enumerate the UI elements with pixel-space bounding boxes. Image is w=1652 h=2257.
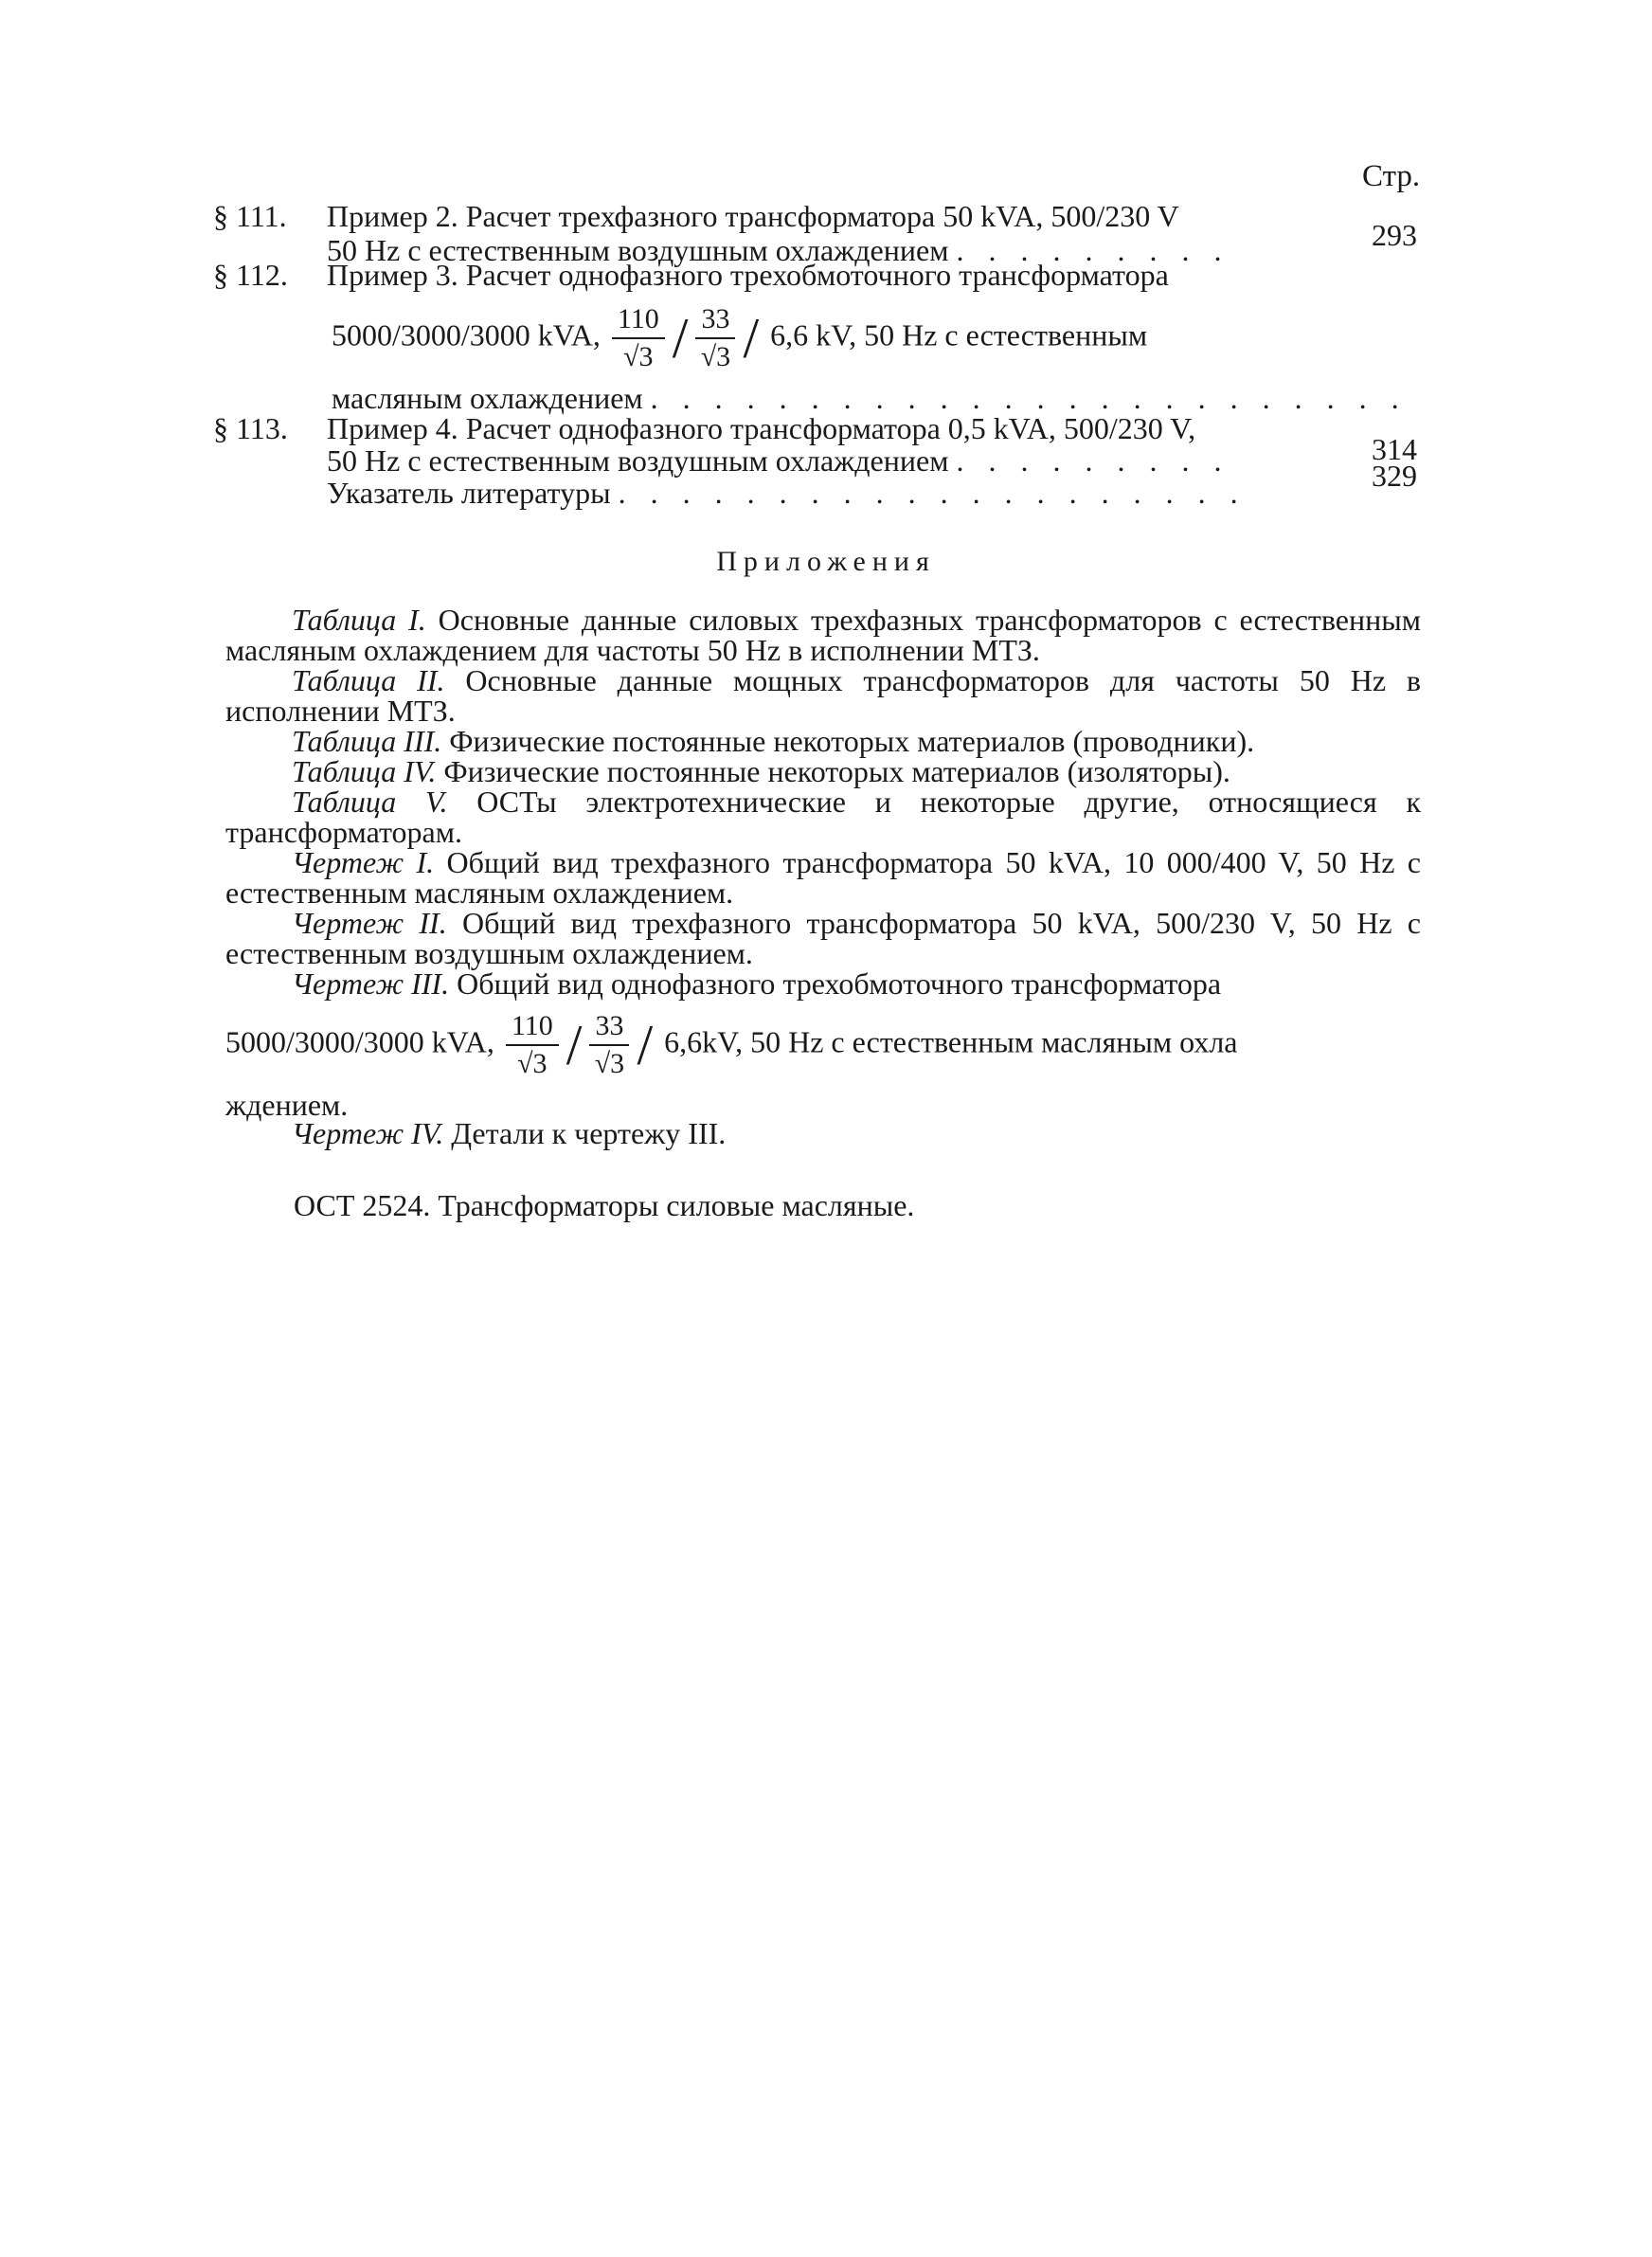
appendix-table-2 xyxy=(225,665,1421,726)
item-label: Чертеж I. xyxy=(292,845,435,879)
item-label: Таблица I. xyxy=(292,603,426,637)
item-text: Основные данные силовых трехфазных трансформаторов с естественным масляным охлаждением для частоты 50 Hz в исполнении МТЗ. xyxy=(225,603,1421,667)
item-label: Таблица II. xyxy=(292,663,445,697)
item-label: Таблица III. xyxy=(292,724,442,758)
appendix-drawing-4 xyxy=(225,1118,1421,1148)
drawing-3-formula: 5000/3000/3000 kVA, $\frac{110}{√3}$ / $\frac{33}{√3}$ / 6,6kV, 50 Hz с естественным масляным охла xyxy=(225,1008,1237,1082)
item-text: Физические постоянные некоторых материалов (проводники). xyxy=(449,724,1255,758)
leader-dots: . . . . . . . . . xyxy=(956,233,1230,267)
fraction: $\frac{33}{√3}$ xyxy=(589,1008,629,1082)
appendix-drawing-2 xyxy=(225,908,1421,968)
appendix-table-3 xyxy=(225,726,1421,756)
formula-prefix: 5000/3000/3000 kVA, xyxy=(332,317,601,352)
item-label: Чертеж IV. xyxy=(292,1116,444,1150)
fraction: $\frac{33}{√3}$ xyxy=(695,301,735,375)
leader-dots: . . . . . . . . . . . . . . . . . . . . xyxy=(618,476,1247,510)
appendix-drawing-3 xyxy=(225,968,1421,999)
toc-title: Пример 4. Расчет однофазного трансформатора 0,5 kVA, 500/230 V, xyxy=(327,411,1196,445)
item-text: Общий вид трехфазного трансформатора 50 kVA, 10 000/400 V, 50 Hz с естественным масляным охлаждением. xyxy=(225,845,1422,910)
leader-dots: . . . . . . . . . . . . . . . . . . . . . . . . xyxy=(650,381,1408,415)
item-text: Общий вид трехфазного трансформатора 50 kVA, 500/230 V, 50 Hz с естественным воздушным охлаждением. xyxy=(225,906,1421,970)
item-label: Таблица IV. xyxy=(292,754,437,788)
document-page: Стр. § 111. Пример 2. Расчет трехфазного трансформатора 50 kVA, 500/230 V 50 Hz с естественным воздушным охлаждением . . . . . . . . . 293 § 112. Пример 3. Расчет однофазного трехобмоточного трансформатора 5000/3000/3000 kVA, $\frac{110}{√3}$ / $\frac{33}{√3}$ / 6,6 kV, 50 Hz с естественным масляным охлаждением . . . . . . . . . . . . . . . . . . . . . . . . § 113. Пример 4. Расчет однофазного трансформатора 0,5 kVA, 500/230 V, 314 50 Hz с естественным воздушным охлаждением . . . . . . . . . 329 Указатель литературы . . . . . . . . . . . . . . . . . . . . Приложения Таблица I. Основные данные силовых трехфазных трансформаторов с естественным масляным охлаждением для частоты 50 Hz в исполнении МТЗ. Таблица II. Основные данные мощных трансформаторов для частоты 50 Hz в исполнении МТЗ. Таблица III. Физические постоянные некоторых материалов (проводники). Таблица IV. Физические постоянные некоторых материалов (изоляторы). Таблица V. ОСТы электротехнические и некоторые другие, относящиеся к трансформаторам. Чертеж I. Общий вид трехфазного трансформатора 50 kVA, 10 000/400 V, 50 Hz с естественным масляным охлаждением. Чертеж II. Общий вид трехфазного трансформатора 50 kVA, 500/230 V, 50 Hz с естественным воздушным охлаждением. Чертеж III. Общий вид однофазного трехобмоточного трансформатора 5000/3000/3000 kVA, $\frac{110}{√3}$ / $\frac{33}{√3}$ / 6,6kV, 50 Hz с естественным масляным охла ждением. Чертеж IV. Детали к чертежу III. ОСТ 2524. Трансформаторы силовые масляные. xyxy=(0,0,1652,2257)
drawing-3-continuation: ждением. xyxy=(225,1088,349,1122)
toc-title: Пример 2. Расчет трехфазного трансформатора 50 kVA, 500/230 V xyxy=(327,199,1179,233)
item-text: Физические постоянные некоторых материалов (изоляторы). xyxy=(443,754,1230,788)
item-label: Таблица V. xyxy=(292,785,448,819)
fraction: $\frac{110}{√3}$ xyxy=(506,1008,559,1082)
leader-dots: . . . . . . . . . xyxy=(956,443,1230,478)
toc-page-number: 329 xyxy=(1372,459,1417,493)
appendix-table-5 xyxy=(225,786,1421,847)
appendix-table-4 xyxy=(225,756,1421,786)
appendix-heading: Приложения xyxy=(716,546,936,577)
toc-page-number: 293 xyxy=(1372,218,1417,252)
toc-title-cont: 50 Hz с естественным воздушным охлаждением xyxy=(327,443,949,478)
fraction: $\frac{110}{√3}$ xyxy=(612,301,665,375)
item-label: Чертеж II. xyxy=(292,906,447,940)
toc-number: § 112. xyxy=(213,258,288,292)
item-text: Основные данные мощных трансформаторов для частоты 50 Hz в исполнении МТЗ. xyxy=(225,663,1422,728)
toc-number: § 111. xyxy=(213,199,287,233)
appendix-table-1 xyxy=(225,605,1421,665)
appendix-drawing-1 xyxy=(225,847,1421,908)
item-label: Чертеж III. xyxy=(292,966,450,1001)
formula-prefix: 5000/3000/3000 kVA, xyxy=(225,1024,494,1059)
item-text: ОСТы электротехнические и некоторые другие, относящиеся к трансформаторам. xyxy=(225,785,1422,849)
formula-suffix: 6,6kV, 50 Hz с естественным масляным охла xyxy=(664,1024,1238,1059)
item-text: Детали к чертежу III. xyxy=(451,1116,727,1150)
page-column-label: Стр. xyxy=(1362,159,1421,193)
ost-reference: ОСТ 2524. Трансформаторы силовые масляные. xyxy=(294,1188,915,1222)
toc-title: Указатель литературы xyxy=(327,476,611,510)
toc-page-number: 314 xyxy=(1372,432,1417,466)
toc-title: Пример 3. Расчет однофазного трехобмоточного трансформатора xyxy=(327,258,1169,292)
toc-number: § 113. xyxy=(213,411,288,445)
toc-title-cont: масляным охлаждением xyxy=(332,381,643,415)
toc-title-cont: 50 Hz с естественным воздушным охлаждением xyxy=(327,233,949,267)
item-text: Общий вид однофазного трехобмоточного трансформатора xyxy=(457,966,1222,1001)
formula-suffix: 6,6 kV, 50 Hz с естественным xyxy=(770,317,1148,352)
